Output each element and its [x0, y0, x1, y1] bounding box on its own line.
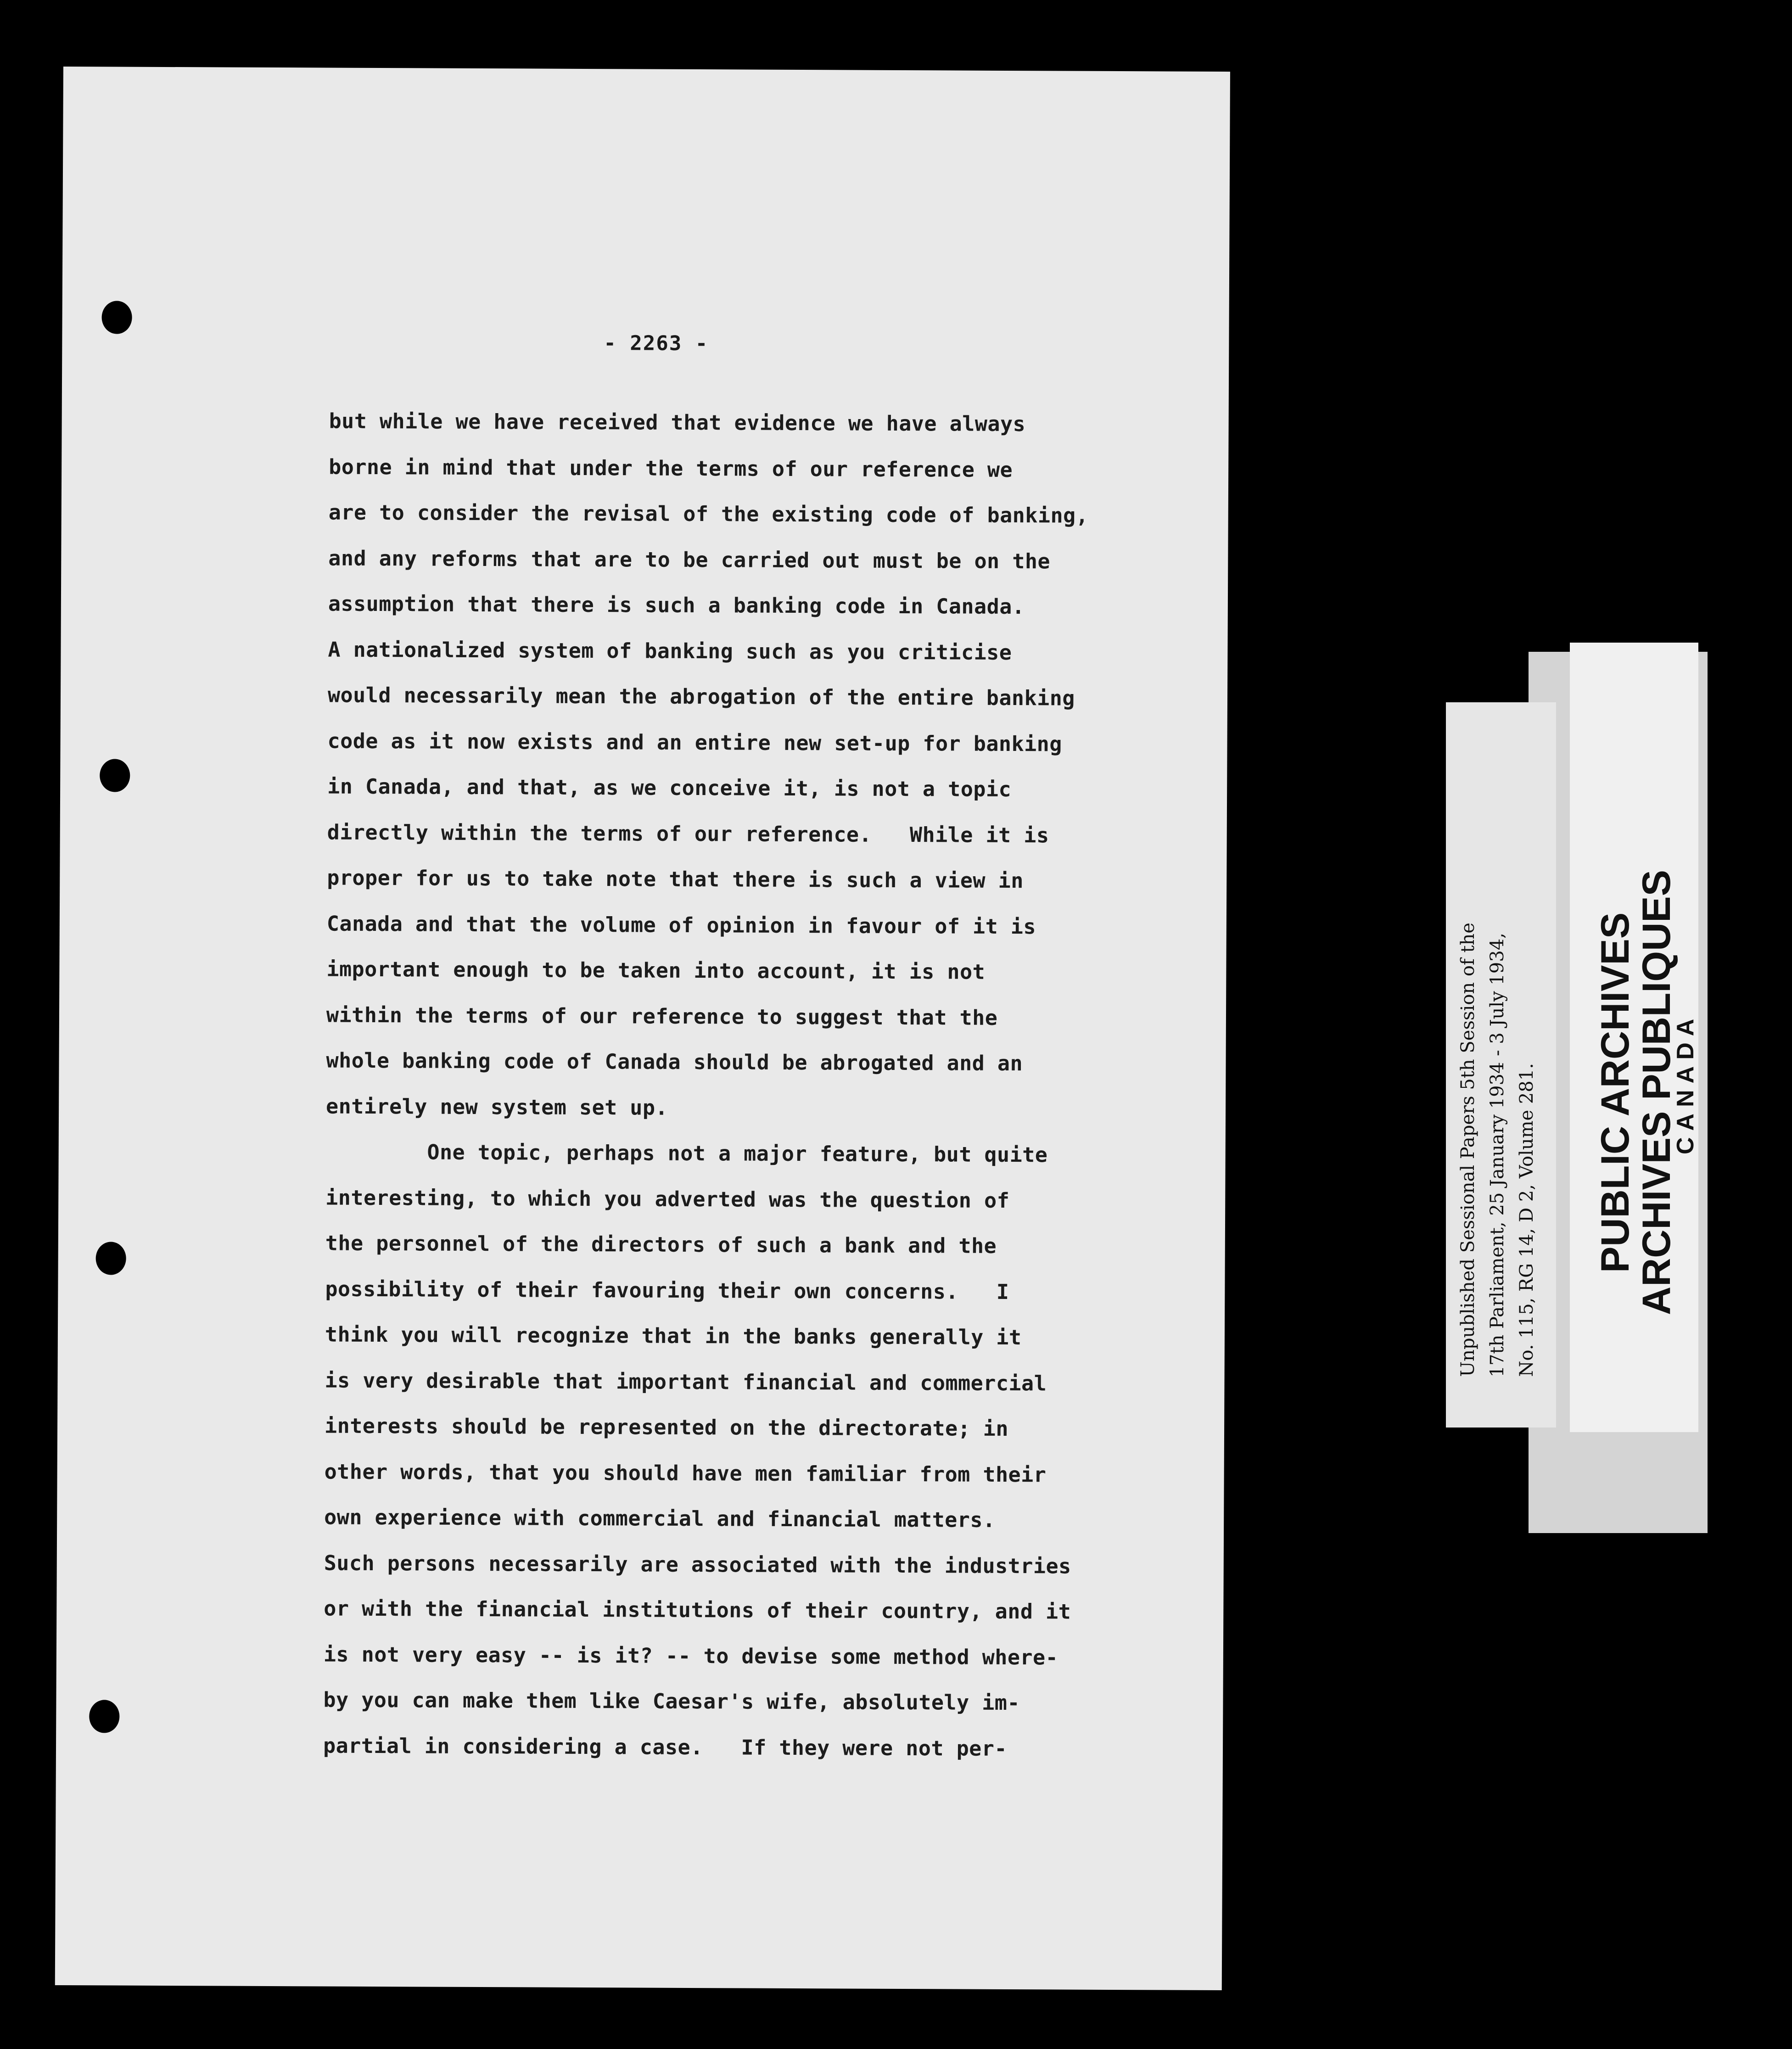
- text-line: Such persons necessarily are associated with the industries: [324, 1551, 1071, 1579]
- document-page: [55, 67, 1230, 1990]
- slip-line-2: 17th Parliament, 25 January 1934 - 3 July 1934,: [1487, 932, 1508, 1377]
- text-line: A nationalized system of banking such as you criticise: [328, 637, 1012, 665]
- text-line: partial in considering a case. If they were not per-: [323, 1733, 1008, 1761]
- text-line: are to consider the revisal of the existing code of banking,: [328, 500, 1089, 528]
- text-line: within the terms of our reference to suggest that the: [326, 1002, 998, 1030]
- text-line: and any reforms that are to be carried out must be on the: [328, 546, 1051, 573]
- text-line: the personnel of the directors of such a bank and the: [325, 1231, 997, 1258]
- text-line: whole banking code of Canada should be abrogated and an: [326, 1048, 1023, 1076]
- slip-line-3: No. 115, RG 14, D 2, Volume 281.: [1516, 1063, 1537, 1377]
- text-line: think you will recognize that in the banks generally it: [325, 1322, 1022, 1350]
- text-line: own experience with commercial and financial matters.: [324, 1505, 996, 1532]
- text-line: directly within the terms of our reference. While it is: [327, 820, 1049, 847]
- stamp-line-country: CANADA: [1672, 1012, 1699, 1154]
- punch-hole-3: [96, 1242, 126, 1275]
- text-line: interests should be represented on the directorate; in: [324, 1413, 1009, 1441]
- text-line: is very desirable that important financial and commercial: [325, 1368, 1047, 1395]
- archive-label: [1446, 643, 1721, 1538]
- slip-line-1: Unpublished Sessional Papers 5th Session of the: [1457, 923, 1478, 1377]
- text-line: or with the financial institutions of their country, and it: [324, 1596, 1071, 1624]
- text-line: in Canada, and that, as we conceive it, is not a topic: [327, 774, 1012, 802]
- text-line: assumption that there is such a banking code in Canada.: [328, 591, 1025, 619]
- punch-hole-2: [100, 759, 130, 792]
- text-line: Canada and that the volume of opinion in favour of it is: [326, 911, 1036, 939]
- text-line: entirely new system set up.: [326, 1094, 668, 1120]
- text-line: but while we have received that evidence we have always: [329, 409, 1026, 437]
- text-line: by you can make them like Caesar's wife, absolutely im-: [323, 1687, 1020, 1715]
- text-line: is not very easy -- is it? -- to devise some method where-: [323, 1642, 1058, 1669]
- punch-hole-1: [101, 301, 132, 334]
- stamp-line-french: ARCHIVES PUBLIQUES: [1635, 869, 1679, 1316]
- text-line: One topic, perhaps not a major feature, but quite: [325, 1139, 1048, 1167]
- text-line: possibility of their favouring their own concerns. I: [325, 1276, 1009, 1304]
- text-line: would necessarily mean the abrogation of the entire banking: [327, 683, 1075, 711]
- stamp-line-english: PUBLIC ARCHIVES: [1593, 912, 1637, 1273]
- text-line: other words, that you should have men familiar from their: [324, 1459, 1047, 1487]
- text-line: proper for us to take note that there is such a view in: [327, 865, 1024, 893]
- page-number: - 2263 -: [604, 331, 709, 356]
- text-line: important enough to be taken into account, it is not: [326, 957, 986, 984]
- text-line: interesting, to which you adverted was the question of: [325, 1185, 1010, 1213]
- reference-slip: [1446, 702, 1556, 1428]
- archive-stamp-card: [1570, 643, 1698, 1432]
- text-line: code as it now exists and an entire new set-up for banking: [327, 728, 1063, 756]
- punch-hole-4: [89, 1700, 119, 1733]
- body-text: [323, 398, 1201, 1772]
- text-line: borne in mind that under the terms of our reference we: [329, 454, 1013, 482]
